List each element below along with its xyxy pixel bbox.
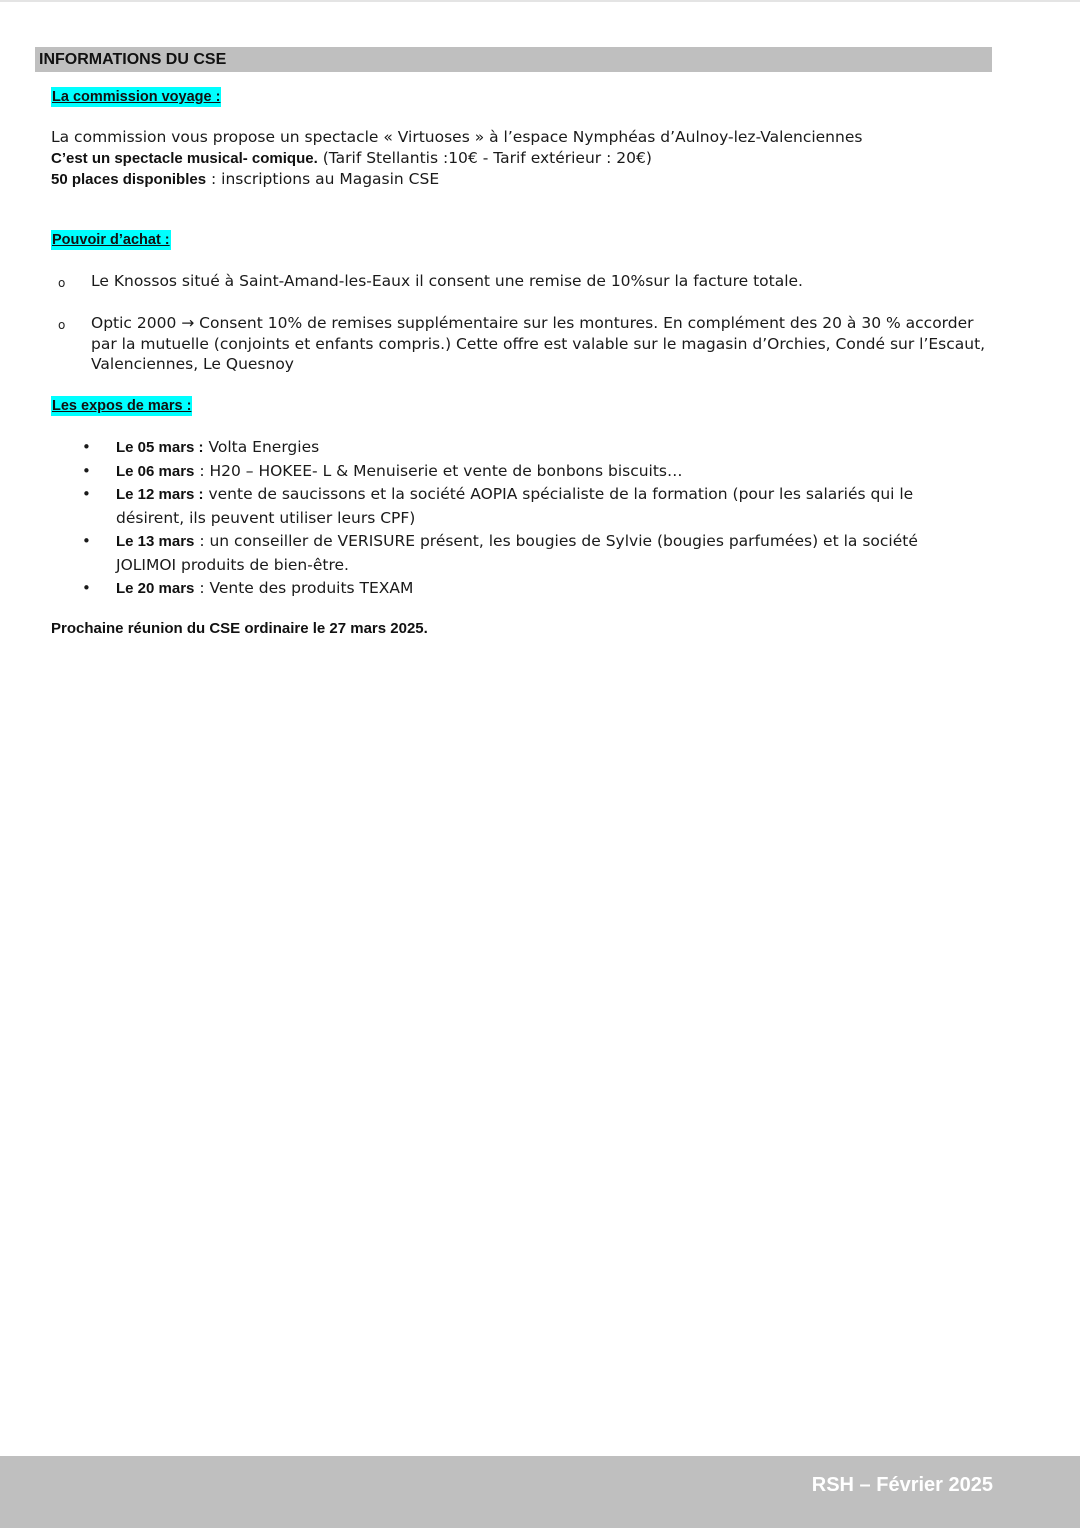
offer-item-optic: Optic 2000 → Consent 10% de remises supplémentaire sur les montures. En complément des 20 à 30 % accorder par la mutuelle (conjoints et enfants compris.) Cette offre est valable sur le magasin d’Orchies, Condé sur l’Escaut, Valenciennes, Le Quesnoy bbox=[91, 314, 986, 373]
page-footer bbox=[0, 1456, 1080, 1528]
expo-text: Volta Energies bbox=[203, 438, 320, 456]
commission-line-2-bold: C’est un spectacle musical- comique. bbox=[51, 149, 318, 167]
expo-date: Le 20 mars bbox=[116, 580, 195, 597]
expo-text: : Vente des produits TEXAM bbox=[194, 579, 414, 597]
commission-heading: La commission voyage : bbox=[52, 89, 221, 105]
footer-text: RSH – Février 2025 bbox=[811, 1474, 993, 1496]
top-divider bbox=[0, 0, 1080, 2]
bullet: • bbox=[82, 438, 91, 456]
commission-line-3 bbox=[51, 169, 1011, 191]
expos-list bbox=[82, 436, 962, 601]
bullet: • bbox=[82, 461, 91, 480]
expo-text: : un conseiller de VERISURE présent, les bougies de Sylvie (bougies parfumées) et la société JOLIMOI produits de bien-être. bbox=[116, 532, 918, 574]
commission-line-2-text: (Tarif Stellantis :10€ - Tarif extérieur : 20€) bbox=[317, 148, 652, 167]
offer-bullet: o bbox=[58, 318, 66, 332]
commission-line-1: La commission vous propose un spectacle « Virtuoses » à l’espace Nymphéas d’Aulnoy-lez-Valenciennes bbox=[51, 128, 863, 146]
list-item bbox=[82, 483, 962, 530]
expo-date: Le 06 mars bbox=[116, 462, 195, 480]
bullet: • bbox=[82, 532, 91, 550]
bullet: • bbox=[82, 579, 91, 597]
list-item bbox=[82, 577, 962, 601]
commission-line-3-bold: 50 places disponibles bbox=[51, 171, 207, 188]
list-item bbox=[82, 530, 962, 577]
offer-bullet: o bbox=[58, 276, 66, 290]
commission-line-3-text: : inscriptions au Magasin CSE bbox=[206, 170, 440, 188]
section-banner: INFORMATIONS DU CSE bbox=[35, 47, 992, 72]
expo-text: : H20 – HOKEE- L & Menuiserie et vente de bonbons biscuits… bbox=[194, 461, 683, 480]
commission-paragraph bbox=[51, 127, 1011, 191]
expos-heading: Les expos de mars : bbox=[52, 398, 192, 414]
expo-date: Le 12 mars : bbox=[116, 486, 204, 503]
commission-line-2 bbox=[51, 148, 1011, 170]
expo-text: vente de saucissons et la société AOPIA spécialiste de la formation (pour les salariés qui le désirent, ils peuvent utiliser leurs CPF) bbox=[116, 485, 914, 527]
expo-date: Le 13 mars bbox=[116, 533, 195, 550]
next-meeting-note: Prochaine réunion du CSE ordinaire le 27 mars 2025. bbox=[51, 620, 428, 637]
list-item bbox=[82, 460, 962, 484]
list-item bbox=[82, 436, 962, 460]
pouvoir-heading: Pouvoir d’achat : bbox=[52, 232, 170, 248]
expo-date: Le 05 mars : bbox=[116, 439, 204, 456]
offer-item-knossos: Le Knossos situé à Saint-Amand-les-Eaux il consent une remise de 10%sur la facture totale. bbox=[91, 272, 803, 290]
bullet: • bbox=[82, 485, 91, 503]
